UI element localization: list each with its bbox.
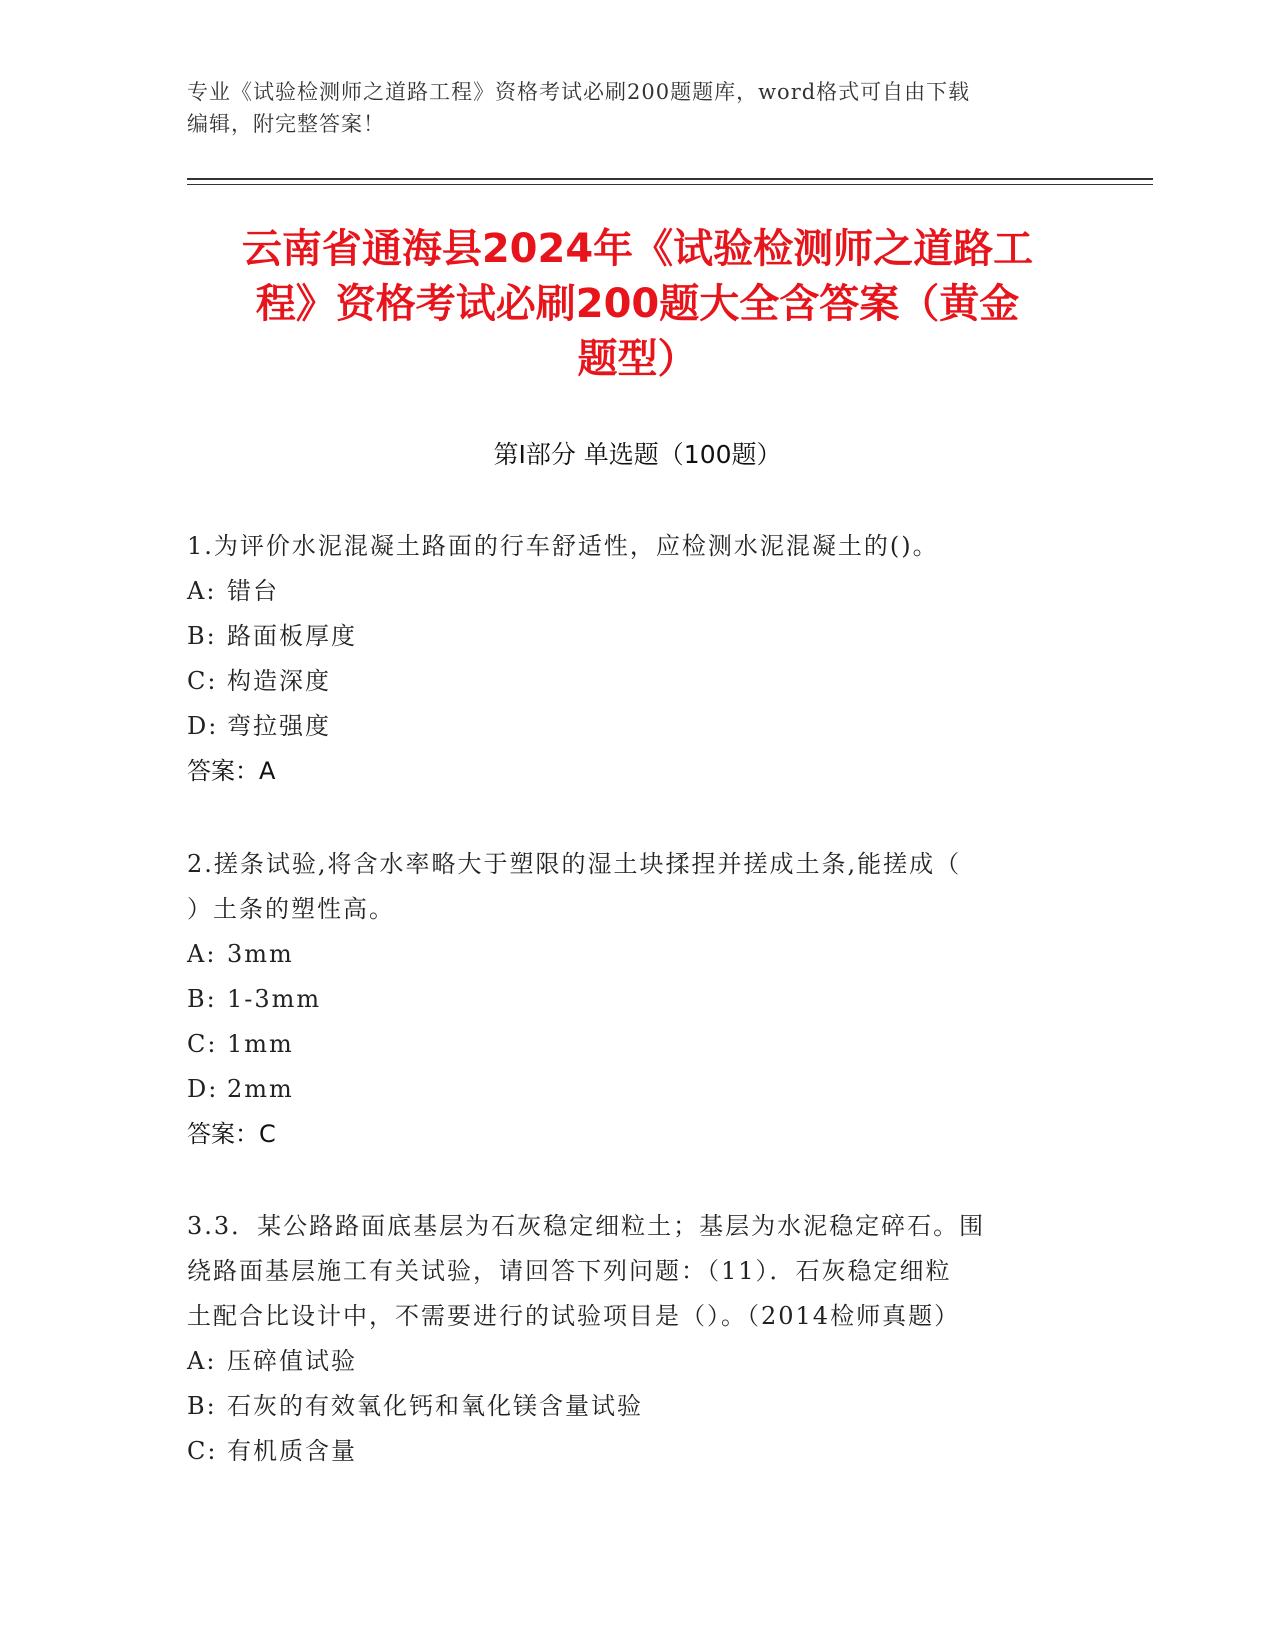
question-stem [187, 1204, 1087, 1339]
option-b [187, 1384, 1087, 1429]
option-letter: A: [187, 940, 217, 968]
header-divider-thick [187, 178, 1153, 180]
option-text: 2mm [227, 1075, 294, 1103]
document-title-line: 云南省通海县2024年《试验检测师之道路工 [241, 226, 1034, 272]
option-text: 1-3mm [227, 985, 322, 1013]
option-c [187, 1022, 1087, 1067]
option-d [187, 704, 1087, 749]
option-text: 构造深度 [227, 667, 331, 695]
question-stem-line: 土配合比设计中，不需要进行的试验项目是（）。（2014检师真题） [187, 1302, 961, 1330]
option-letter: A: [187, 577, 217, 605]
option-c [187, 1429, 1087, 1474]
header-note-line: 专业《试验检测师之道路工程》资格考试必刷200题题库，word格式可自由下载 [187, 80, 971, 104]
question-stem-line: 2.搓条试验,将含水率略大于塑限的湿土块揉捏并搓成土条,能搓成（ [187, 850, 962, 878]
header-note-line: 编辑，附完整答案！ [187, 112, 385, 136]
option-c [187, 659, 1087, 704]
option-d [187, 1067, 1087, 1112]
option-a [187, 569, 1087, 614]
question-2 [187, 842, 1087, 1157]
option-a [187, 932, 1087, 977]
option-letter: D: [187, 1075, 219, 1103]
header-note [187, 76, 1087, 140]
question-stem-line: 1.为评价水泥混凝土路面的行车舒适性，应检测水泥混凝土的()。 [187, 532, 939, 560]
answer-line: 答案：A [187, 757, 276, 785]
question-stem [187, 842, 1087, 932]
option-letter: D: [187, 712, 219, 740]
question-1 [187, 524, 1087, 794]
option-text: 错台 [227, 577, 279, 605]
question-stem [187, 524, 1087, 569]
document-title-line: 题型） [577, 336, 698, 382]
option-b [187, 977, 1087, 1022]
option-text: 弯拉强度 [227, 712, 331, 740]
document-title-line: 程》资格考试必刷200题大全含答案（黄金 [255, 281, 1020, 327]
option-letter: C: [187, 667, 218, 695]
question-stem-line: 绕路面基层施工有关试验，请回答下列问题：（11）．石灰稳定细粒 [187, 1257, 952, 1285]
header-divider-thin [187, 184, 1153, 185]
option-text: 有机质含量 [227, 1437, 357, 1465]
option-a [187, 1339, 1087, 1384]
option-letter: B: [187, 622, 217, 650]
option-b [187, 614, 1087, 659]
document-title [150, 222, 1125, 387]
option-letter: B: [187, 985, 217, 1013]
option-letter: C: [187, 1437, 218, 1465]
option-text: 石灰的有效氧化钙和氧化镁含量试验 [227, 1392, 643, 1420]
option-text: 3mm [227, 940, 294, 968]
option-letter: B: [187, 1392, 217, 1420]
question-stem-line: ）土条的塑性高。 [187, 895, 395, 923]
answer-line: 答案：C [187, 1120, 276, 1148]
section-title: 第Ⅰ部分 单选题（100题） [493, 440, 782, 469]
option-text: 路面板厚度 [227, 622, 357, 650]
question-stem-line: 3.3．某公路路面底基层为石灰稳定细粒土；基层为水泥稳定碎石。围 [187, 1212, 986, 1240]
option-text: 1mm [227, 1030, 294, 1058]
question-3 [187, 1204, 1087, 1474]
option-text: 压碎值试验 [227, 1347, 357, 1375]
option-letter: A: [187, 1347, 217, 1375]
option-letter: C: [187, 1030, 218, 1058]
